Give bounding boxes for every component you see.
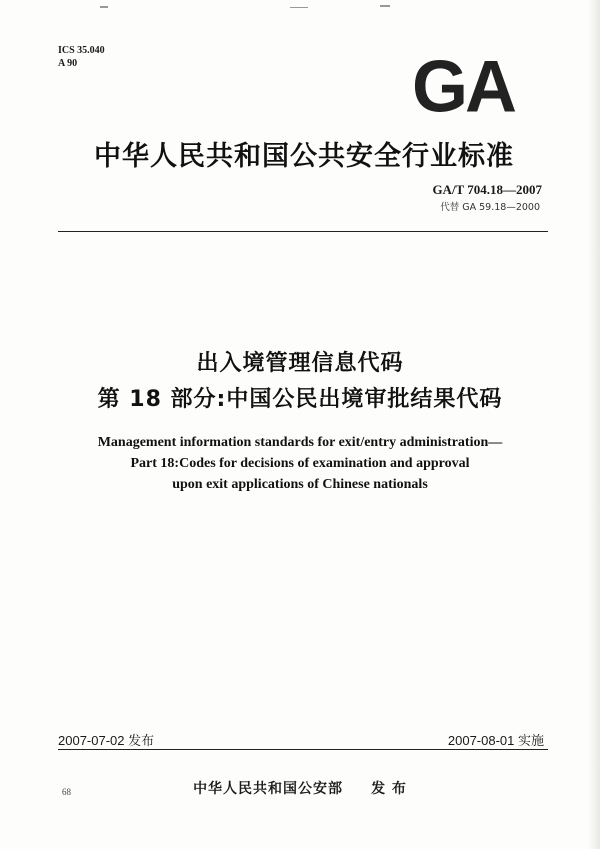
page-edge-shadow <box>588 0 600 849</box>
scan-mark <box>100 6 108 8</box>
header-divider <box>58 231 548 232</box>
ccs-code: A 90 <box>58 58 78 69</box>
standard-number: GA/T 704.18—2007 <box>432 182 542 197</box>
english-title-line-3: upon exit applications of Chinese nationals <box>172 477 428 492</box>
ga-logo: GA <box>412 46 514 128</box>
replaces-standard: 代替 GA 59.18—2000 <box>440 202 540 213</box>
publish-date: 2007-07-02 发布 <box>58 733 155 748</box>
english-title-line-2: Part 18:Codes for decisions of examination and approval <box>130 456 470 471</box>
ics-code: ICS 35.040 <box>58 45 105 56</box>
english-title-line-1: Management information standards for exit/entry administration— <box>97 435 503 450</box>
standard-category-title: 中华人民共和国公共安全行业标准 <box>94 141 514 172</box>
effective-date: 2007-08-01 实施 <box>447 733 544 748</box>
classification-codes <box>58 44 105 70</box>
scan-mark <box>380 5 390 7</box>
issue-label: 发 布 <box>371 781 407 797</box>
scan-mark <box>290 7 308 8</box>
issuer-name: 中华人民共和国公安部 <box>193 781 344 797</box>
footer-divider <box>58 749 548 750</box>
chinese-title-line-1: 出入境管理信息代码 <box>196 351 404 376</box>
chinese-title-line-2: 第 18 部分:中国公民出境审批结果代码 <box>97 387 503 412</box>
issuer-line <box>0 778 600 798</box>
page-number: 68 <box>62 787 71 797</box>
